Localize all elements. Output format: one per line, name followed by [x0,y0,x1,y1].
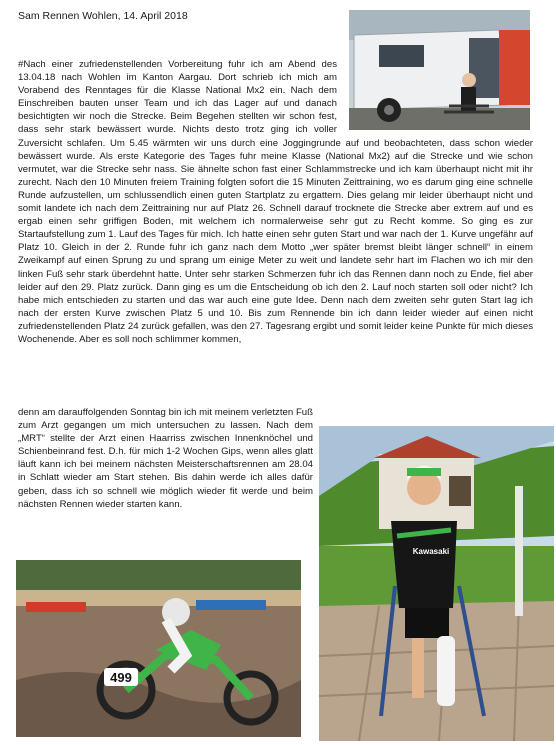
moto-plate-number: 499 [110,670,132,685]
injured-rider-photo [319,426,554,741]
article-continued-text: denn am darauffolgenden Sonntag bin ich mit meinem verletzten Fuß zum Arzt gegangen um mich untersuchen zu lassen. Nach dem „MRT“ stellte der Arzt einen Haarriss zwischen Innenknöchel und Schienbeinrand fest. D.h. für mich 1-2 Wochen Gips, wenn alles glatt läuft kann ich bei meinem nächsten Meisterschaftsrennen am 28.04 in Schlatt wieder am Start stehen. Bis dahin werde ich alles dafür geben, dass ich so schnell wie möglich wieder fit werde und beim nächsten Rennen wieder starten kann. [18,407,313,510]
motocross-action-photo [16,560,301,737]
article-paragraph: #Nach einer zufriedenstellenden Vorbereitung fuhr ich am Abend des 13.04.18 nach Wohlen im Kanton Aargau. Dort schrieb ich mich am Vorabend des Renntages für die Klasse National Mx2 ein. Nach dem Einschreiben bauten unser Team und ich das Lager auf und danach besichtigten wir noch die Strecke. Beim Begehen stellten wir schon fest, dass sehr stark bewässert wurde. Nichts desto trotz ging ich voller Zuversicht schlafen. Um 5.45 wärmten wir uns durch eine Joggingrunde auf und beobachteten, dass schon wieder bewässert wurde. Als erste Kategorie des Tages fuhr meine Klasse (National Mx2) auf die Strecke und wie schon vermutet, war die Strecke sehr nass. Sie ähnelte schon fast einer Schlammstrecke und ich kam überhaupt nicht mit ihr zurecht. Nach den 10 Minuten freiem Training folgten sofort die 15 Minuten Zeittraining, wo es darum ging eine schnelle Runde aufzustellen, um schlussendlich einen guten Startplatz zu ergattern. Dies gelang mir leider überhaupt nicht und somit landete ich nach dem Zeittraining nur auf Platz 26. Schnell darauf trocknete die Strecke aber extrem auf und es ergab einen sehr griffigen Boden, mit welchem ich normalerweise sehr gut zu Recht komme. So ging es zur Startaufstellung zum 1. Lauf des Tages für mich. Ich hatte einen sehr guten Start und war nach der 1. Kurve ungefähr auf Platz 10. Gleich in der 2. Runde fuhr ich ganz nach dem Motto „wer später bremst bleibt länger schnell“ in einem Zweikampf auf einen Sprung zu und sprang um einige Meter zu weit und landete sehr hart im Flachen wo ich mir den linken Fuß sehr stark überdehnt hatte. Unter sehr starken Schmerzen fuhr ich das Rennen dann noch zu Ende, fiel aber leider auf den 29. Platz zurück. Dann ging es um die Entscheidung ob ich den 2. Lauf noch starten soll oder nicht? Ich habe mich entschieden zu starten und das war auch eine gute Idee. Denn nach dem zweiten sehr guten Start lag ich nach der ersten Kurve zwischen Platz 5 und 10. Bis zum Rennende bin ich dann leider wieder auf einen nicht zufriedenstellenden Platz 24 zurück gefallen, was den 27. Tagesrang ergibt und somit leider keine Punkte für mich dieses Wochenende. Aber es soll noch schlimmer kommen, [18,59,533,345]
page-title: Sam Rennen Wohlen, 14. April 2018 [18,10,188,22]
text-wrap-spacer [337,58,533,125]
shirt-text: Kawasaki [412,547,450,556]
article-main-text [18,58,533,346]
